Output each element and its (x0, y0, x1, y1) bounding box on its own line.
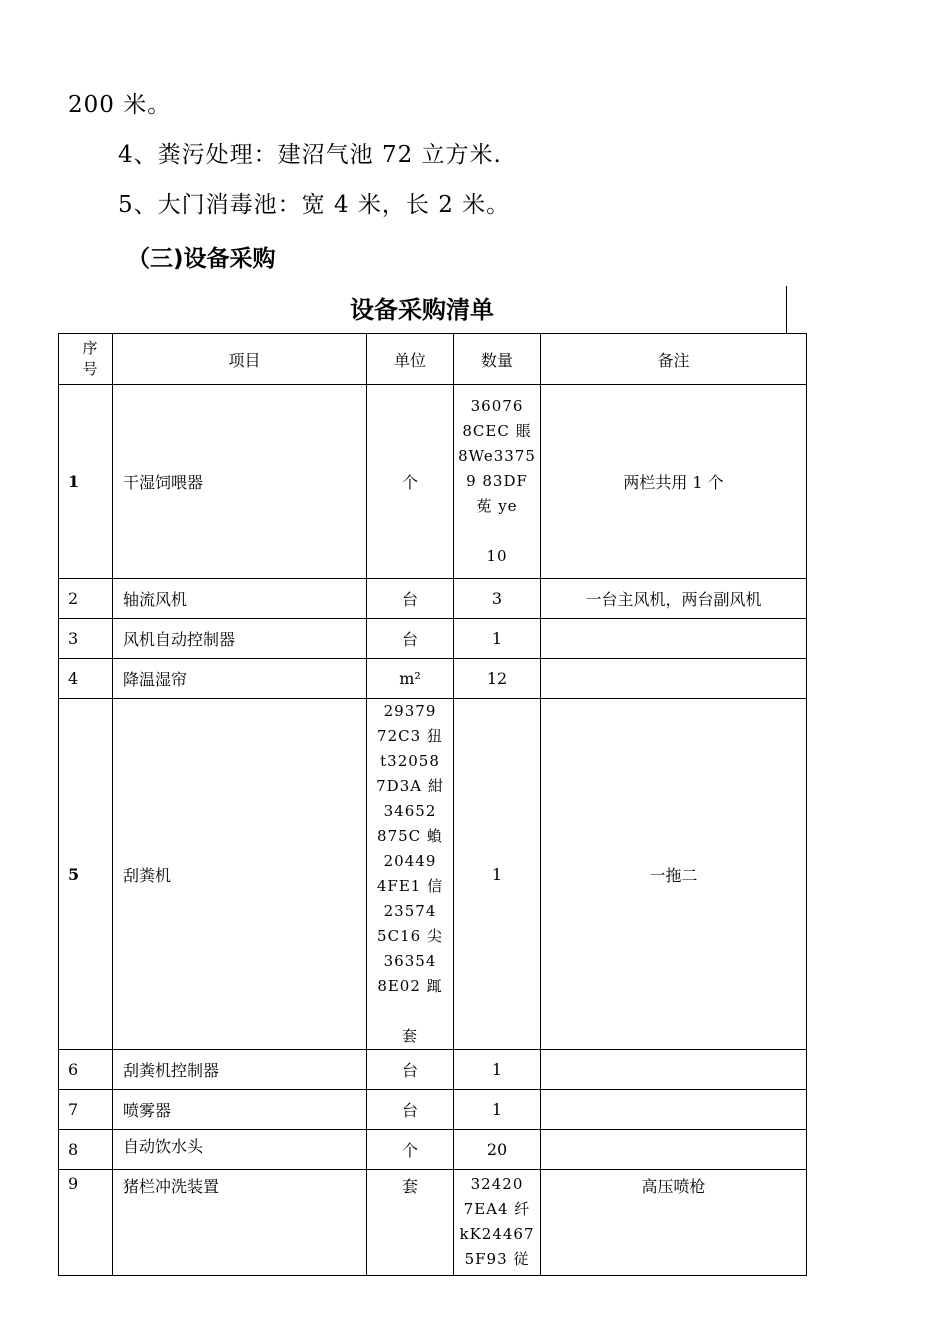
row-note: 一台主风机，两台副风机 (541, 579, 807, 619)
row-item: 轴流风机 (113, 579, 367, 619)
header-qty: 数量 (454, 334, 541, 385)
row-qty: 20 (454, 1130, 541, 1170)
row-qty: 1 (454, 1090, 541, 1130)
table-row (59, 1130, 807, 1170)
qty-line: 5F93 従 (464, 1250, 530, 1268)
row-no: 5 (59, 699, 113, 1050)
table-row (59, 619, 807, 659)
row-no: 2 (59, 579, 113, 619)
row-item: 干湿饲喂器 (113, 385, 367, 579)
header-unit: 单位 (367, 334, 454, 385)
row-no: 8 (59, 1130, 113, 1170)
qty-line: 8We3375 (458, 447, 536, 465)
table-header-row (59, 334, 807, 385)
row-no: 1 (59, 385, 113, 579)
row-no: 7 (59, 1090, 113, 1130)
row-qty: 12 (454, 659, 541, 699)
paragraph-line-3: 5、大门消毒池：宽 4 米，长 2 米。 (118, 192, 511, 218)
title-right-border (786, 286, 787, 333)
header-item: 项目 (113, 334, 367, 385)
unit-line: 4FE1 信 (376, 877, 444, 895)
row-note (541, 1090, 807, 1130)
row-unit: 台 (367, 1050, 454, 1090)
row-unit: m² (367, 659, 454, 699)
qty-line: 36076 (470, 397, 524, 415)
row-qty: 1 (454, 699, 541, 1050)
row-no: 9 (59, 1170, 113, 1276)
row-no: 6 (59, 1050, 113, 1090)
qty-line: 莬 ye (476, 497, 518, 515)
row-unit: 台 (367, 1090, 454, 1130)
row-item: 刮粪机控制器 (113, 1050, 367, 1090)
qty-line: 8CEC 賬 (462, 422, 532, 440)
row-note (541, 1130, 807, 1170)
paragraph-line-1: 200 米。 (68, 92, 172, 118)
row-unit: 个 (367, 1130, 454, 1170)
header-no-line-1: 序 (82, 339, 98, 357)
unit-line: 20449 (383, 852, 437, 870)
row-note (541, 1050, 807, 1090)
row-item: 猪栏冲洗装置 (113, 1170, 367, 1276)
header-note: 备注 (541, 334, 807, 385)
row-unit: 套 (367, 1170, 454, 1276)
unit-line: 72C3 狃 (377, 727, 443, 745)
unit-line: 29379 (383, 702, 437, 720)
unit-line: 5C16 尖 (377, 927, 443, 945)
row-unit: 台 (367, 619, 454, 659)
table-row (59, 699, 807, 1050)
row-unit: 台 (367, 579, 454, 619)
table-row (59, 385, 807, 579)
header-no-line-2: 号 (82, 360, 98, 378)
table-row (59, 659, 807, 699)
table-row (59, 1170, 807, 1276)
row-qty: 1 (454, 619, 541, 659)
table-row (59, 1090, 807, 1130)
row-no: 4 (59, 659, 113, 699)
qty-line: 10 (486, 547, 508, 565)
row-qty: 1 (454, 1050, 541, 1090)
section-heading: （三)设备采购 (127, 246, 276, 272)
row-item: 喷雾器 (113, 1090, 367, 1130)
row-qty: 3 (454, 579, 541, 619)
row-item: 自动饮水头 (113, 1130, 367, 1170)
qty-line (454, 519, 540, 544)
qty-line: 9 83DF (466, 472, 528, 490)
row-note (541, 659, 807, 699)
row-unit: 个 (367, 385, 454, 579)
header-no (59, 334, 113, 385)
equipment-table (58, 333, 807, 1276)
unit-line: 8E02 踂 (377, 977, 443, 995)
row-note: 一拖二 (541, 699, 807, 1050)
row-unit (367, 699, 454, 1050)
unit-line (367, 999, 453, 1024)
row-no: 3 (59, 619, 113, 659)
unit-line: 875C 蝜 (377, 827, 443, 845)
unit-line: t32058 (380, 752, 440, 770)
unit-line: 7D3A 紺 (376, 777, 444, 795)
table-row (59, 1050, 807, 1090)
row-item: 刮粪机 (113, 699, 367, 1050)
row-qty (454, 385, 541, 579)
qty-line: 32420 (470, 1175, 524, 1193)
unit-line: 34652 (383, 802, 437, 820)
unit-line: 23574 (383, 902, 437, 920)
row-qty (454, 1170, 541, 1276)
row-note: 两栏共用 1 个 (541, 385, 807, 579)
table-title: 设备采购清单 (350, 296, 494, 324)
qty-line: 7EA4 纤 (463, 1200, 531, 1218)
table-row (59, 579, 807, 619)
paragraph-line-2: 4、粪污处理：建沼气池 72 立方米. (118, 142, 502, 168)
row-item: 风机自动控制器 (113, 619, 367, 659)
unit-line: 36354 (383, 952, 437, 970)
qty-line: kK24467 (459, 1225, 535, 1243)
row-note: 高压喷枪 (541, 1170, 807, 1276)
unit-line: 套 (401, 1027, 418, 1045)
row-note (541, 619, 807, 659)
row-item: 降温湿帘 (113, 659, 367, 699)
